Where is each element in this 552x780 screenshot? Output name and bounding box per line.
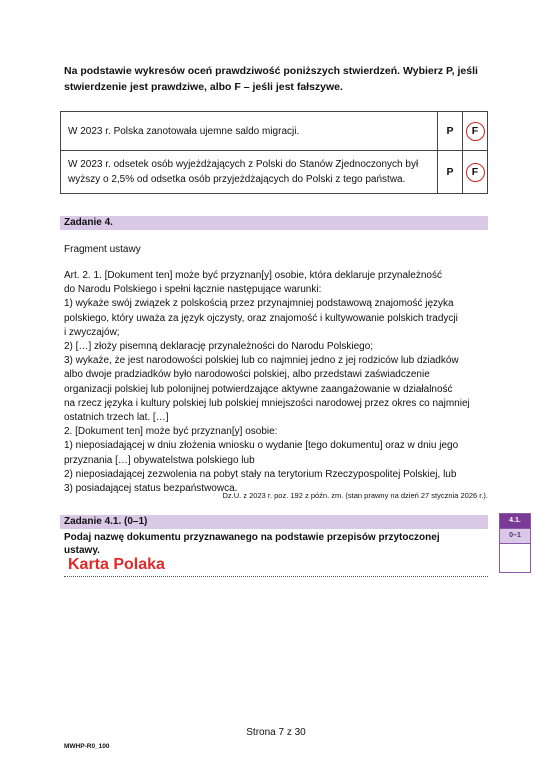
law-line: 2) […] złoży pisemną deklarację przynależności do Narodu Polskiego; [64, 341, 374, 353]
task-header-bar [60, 216, 488, 230]
subtask-header-bar [60, 515, 488, 529]
law-line: 2. [Dokument ten] może być przyznan[y] osobie: [64, 426, 278, 438]
option-f[interactable] [463, 112, 488, 151]
law-line: przyznania […] obywatelstwa polskiego lub [64, 454, 255, 466]
law-line: Art. 2. 1. [Dokument ten] może być przyznan[y] osobie, która deklaruje przynależność [64, 270, 442, 281]
law-line: 1) nieposiadającej w dniu złożenia wniosku o wydanie [tego dokumentu] oraz w dniu jego [64, 440, 459, 452]
law-line: 3) wykaże, że jest narodowości polskiej lub co najmniej jedno z jej rodziców lub dziadków [64, 355, 459, 367]
law-line: organizacji polskiej lub polonijnej potwierdzające aktywne zaangażowanie w działalność [64, 383, 453, 395]
answer-line [64, 576, 488, 577]
law-fragment [64, 269, 494, 496]
page-number: Strona 7 z 30 [246, 727, 306, 738]
law-line: ostatnich trzech lat. […] [64, 412, 169, 424]
law-line: 2) nieposiadającej zezwolenia na pobyt stały na terytorium Rzeczypospolitej Polskiej, lub [64, 468, 457, 480]
fragment-label: Fragment ustawy [64, 244, 141, 255]
exam-code: MWHP-R0_100 [64, 743, 110, 750]
statement-row [61, 112, 488, 151]
answer-text[interactable]: Karta Polaka [68, 556, 165, 573]
score-field[interactable] [500, 543, 530, 572]
task-title: Zadanie 4. [64, 217, 113, 228]
instruction-text: Na podstawie wykresów oceń prawdziwość poniższych stwierdzeń. Wybierz P, jeśli stwierdzenie jest prawdziwe, albo F – jeśli jest fałszywe. [64, 65, 478, 93]
law-line: na rzecz języka i kultury polskiej lub polskiej mniejszości narodowej przez okres co najmniej [64, 397, 470, 409]
law-line: do Narodu Polskiego i spełni łącznie następujące warunki: [64, 284, 322, 296]
selected-circle: F [466, 122, 485, 141]
score-range: 0–1 [500, 528, 530, 543]
selected-circle: F [466, 163, 485, 182]
score-box [499, 513, 531, 573]
subtask-title: Zadanie 4.1. (0–1) [64, 516, 148, 527]
question-text: Podaj nazwę dokumentu przyznawanego na podstawie przepisów przytoczonej ustawy. [64, 532, 440, 556]
statements-table [60, 111, 488, 194]
option-p[interactable]: P [438, 112, 463, 151]
source-citation: Dz.U. z 2023 r. poz. 192 z późn. zm. (stan prawny na dzień 27 stycznia 2026 r.). [222, 491, 488, 500]
law-line: 3) posiadającej status bezpaństwowca. [64, 483, 238, 495]
law-line: 1) wykaże swój związek z polskością przez przynajmniej podstawową znajomość języka [64, 298, 454, 310]
law-line: albo dwoje pradziadków było narodowości polskiej, albo przedstawi zaświadczenie [64, 369, 430, 381]
statement-row [61, 151, 488, 194]
statement-text: W 2023 r. Polska zanotowała ujemne saldo migracji. [61, 112, 438, 151]
option-p[interactable]: P [438, 151, 463, 194]
score-number: 4.1. [500, 514, 530, 528]
law-line: polskiego, który uważa za język ojczysty, oraz znajomość i kultywowanie polskich tradycji [64, 312, 458, 324]
statement-text: W 2023 r. odsetek osób wyjeżdżających z Polski do Stanów Zjednoczonych był wyższy o 2,5% od odsetka osób przyjeżdżających do Polski z tego państwa. [61, 151, 438, 194]
option-f[interactable] [463, 151, 488, 194]
law-line: i zwyczajów; [64, 326, 120, 338]
